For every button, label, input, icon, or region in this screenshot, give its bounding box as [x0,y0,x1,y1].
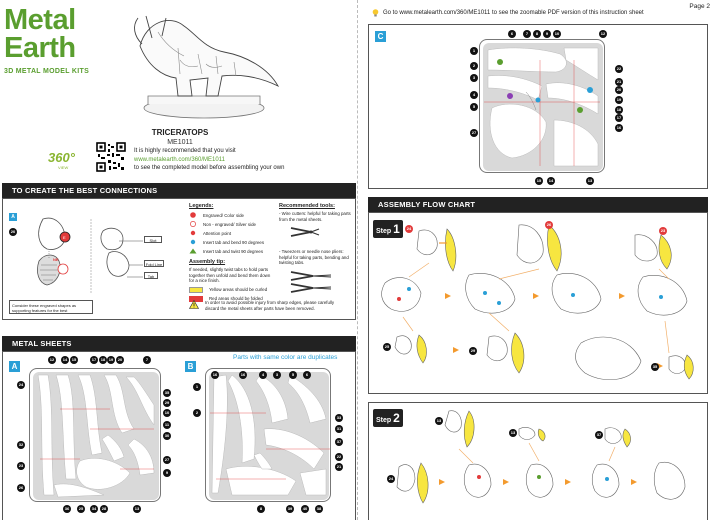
step-1-part-ref-0: 24 [406,226,412,231]
flow-arrow-icon [631,479,637,485]
visit-instructions [134,147,314,173]
step-1-panel [368,212,708,394]
step-2-panel [368,402,708,520]
sheet-a-part-right-1: 29 [164,400,170,405]
metal-sheets-header: METAL SHEETS [2,336,356,351]
step-2-label: Step 2 [373,409,403,427]
step-1-part-ref-3: 25 [384,344,390,349]
brand-tagline: 3D METAL MODEL KITS [4,68,90,75]
sheet-c-part-left-0: 1 [470,47,478,55]
engraved-note-box: Consider these engraved shapes as supporting features for the best [9,300,93,314]
page-number: Page 2 [689,3,710,10]
sheet-b-part-right-2: 37 [336,439,342,444]
duplicates-note: Parts with same color are duplicates [233,354,338,361]
page-1 [0,0,358,520]
step-2-flow-diagram [369,403,709,521]
step-1-part-ref-2: 23 [660,228,666,233]
sheet-b-part-top-1: 16 [240,372,246,377]
sheet-a-letter: A [9,361,20,372]
model-name: TRICERATOPS [151,128,209,137]
tool-wire-cutters: - Wire cutters: helpful for taking parts from the metal sheets. [279,211,351,222]
tools-block [279,203,353,299]
sheet-c-part-left-2: 3 [470,74,478,82]
metal-sheet-c [479,39,605,173]
attention-point-icon [189,230,197,236]
sheet-c-part-top-1: 7 [523,30,531,38]
non-engraved-ne-icon [189,221,197,227]
assembly-tip-title: Assembly tip: [189,259,226,265]
model-number: ME1011 [167,139,193,146]
sheet-c-part-top-2: 8 [533,30,541,38]
sheet-a-part-top-5: 19 [108,357,114,362]
flow-arrow-icon [445,293,451,299]
sheet-c-letter: C [375,31,386,42]
sheet-c-part-left-1: 2 [470,62,478,70]
sheet-b-part-left-1: 2 [193,409,201,417]
legend-yellow-curl: Yellow areas should be curled [189,287,269,293]
sheet-a-part-top-0: 12 [49,357,55,362]
sheet-c-part-right-0: 22 [616,66,622,71]
ne-marker-label: NE [53,257,59,262]
flow-arrow-icon [439,479,445,485]
assembly-tip-text: If needed, slightly twist tabs to hold parts together then unfold and bend them down for a nice finish. [189,267,271,283]
step-1-substep-c [635,235,671,269]
brand-logo [4,6,76,62]
flow-arrow-icon [619,293,625,299]
connections-panel [2,198,356,320]
sheet-c-part-bottom-1: 14 [548,178,554,183]
sheet-a-part-top-6: 20 [117,357,123,362]
sheet-b-part-bottom-1: 39 [287,506,293,511]
sheet-a-part-top-7: 7 [143,356,151,364]
wire-cutters-icon [289,224,333,240]
sheet-b-part-bottom-2: 40 [302,506,308,511]
needle-nose-pliers-icon [289,268,333,294]
visit-line-1: It is highly recommended that you visit [134,148,236,154]
warning-block [189,300,349,311]
warning-text: In order to avoid possible injury from sharp edges, please carefully discard the metal sheets after parts have been removed. [205,300,335,311]
visit-url-link[interactable]: www.metalearth.com/360/ME1011 [134,156,225,163]
sheet-c-parts [480,40,605,173]
sheet-c-part-right-1: 21 [616,79,622,84]
sheet-b-part-left-0: 1 [193,383,201,391]
sheet-b-part-bottom-0: 8 [257,505,265,513]
sheet-a-part-top-2: 15 [71,357,77,362]
legend-twist-90: Insert tab and twist 90 degrees [189,248,269,254]
sheet-a-part-left-1: 32 [18,442,24,447]
sheet-a-part-right-3: 11 [164,422,170,427]
view-360-badge: 360° [48,150,75,165]
legend-bend-90: Insert tab and bend 90 degrees [189,239,269,245]
legend-red-fold: Red areas should be folded [189,296,269,302]
sheet-c-part-left-4: 5 [470,103,478,111]
sheet-a-part-bottom-0: 36 [64,506,70,511]
yellow-swatch [189,287,203,293]
step-2-substep-a [445,411,474,447]
brand-name-line2: Earth [4,32,76,64]
sheet-c-panel [368,24,708,189]
sheet-a-part-bottom-2: 34 [91,506,97,511]
sheet-a-part-right-5: 27 [164,457,170,462]
step-1-substep-d [395,335,426,363]
legend-attention: Attention point [189,230,269,236]
sheet-b-part-top-5: 6 [303,371,311,379]
sheet-b-part-right-0: 33 [336,415,342,420]
legend-non-engraved: Non - engraved/ Silver side [189,221,269,227]
sheet-a-part-top-3: 17 [91,357,97,362]
slot-tab-diagram [89,213,169,299]
sheet-a-part-top-4: 18 [100,357,106,362]
sheet-a-parts [30,369,161,502]
step-1-substep-a [417,229,456,271]
sheet-c-part-right-5: 17 [616,115,622,120]
legends-title: Legends: [189,203,214,209]
triceratops-model-illustration [118,4,286,122]
sheet-c-part-top-3: 9 [543,30,551,38]
sheet-a-part-left-3: 26 [18,485,24,490]
legends-block [189,203,269,302]
sheet-a-part-bottom-1: 25 [78,506,84,511]
sheet-a-part-right-4: 30 [164,433,170,438]
step-1-part-ref-5: 35 [652,364,658,369]
step-1-substep-e [487,333,524,373]
step-1-part-ref-1: 26 [546,222,552,227]
zoom-pdf-text[interactable]: Go to www.metalearth.com/360/ME1011 to see the zoomable PDF version of this instruction sheet [383,10,644,16]
step-1-substep-b [517,225,561,271]
legend-engraved: Engraved/ Color side [189,212,269,218]
sheet-b-part-right-1: 31 [336,426,342,431]
lightbulb-icon [372,9,379,17]
flow-arrow-icon [533,293,539,299]
blue-dot-icon [189,239,197,245]
step-2-substep-b [519,427,545,441]
page-divider [357,0,358,520]
sheet-a-part-right-2: 10 [164,410,170,415]
tool-tweezers: - Tweezers or needle nose pliers: helpful for taking parts, bending and twisting tabs. [279,249,349,265]
visit-line-2: to see the completed model before assembling your own [134,165,285,171]
example-sheet-letter: A [9,213,17,221]
step-2-part-ref-0: 24 [388,476,394,481]
engraved-e-icon [189,212,197,218]
assembly-flow-header: ASSEMBLY FLOW CHART [368,197,708,212]
sheet-a-part-top-1: 14 [62,357,68,362]
step-2-part-ref-2: 13 [510,430,516,435]
sheet-c-part-bottom-0: 15 [536,178,542,183]
warning-icon [189,300,199,309]
sheet-c-part-top-0: 6 [508,30,516,38]
sheet-c-part-right-3: 19 [616,97,622,102]
sheet-a-part-left-0: 24 [18,382,24,387]
model-title-block [130,128,230,146]
sheet-c-part-top-5: 12 [600,31,606,36]
sheet-c-part-left-3: 4 [470,91,478,99]
sheet-c-part-left-5: 27 [471,130,477,135]
green-triangle-icon [189,248,197,254]
step-2-part-ref-3: 37 [596,432,602,437]
flow-arrow-icon [453,347,459,353]
sheet-b-part-right-3: 22 [336,454,342,459]
sheet-a-part-right-6: 9 [163,469,171,477]
sheet-a-part-bottom-4: 13 [134,506,140,511]
tab-label: Tab [144,272,158,279]
sheet-a-part-bottom-3: 28 [101,506,107,511]
sheet-c-part-top-4: 10 [554,31,560,36]
brand-name-line1: Metal [4,4,76,36]
metal-sheets-panel [2,351,356,520]
qr-code-icon[interactable] [96,142,126,172]
flow-arrow-icon [565,479,571,485]
flow-arrow-icon [503,479,509,485]
sheet-b-part-top-4: 5 [289,371,297,379]
sheet-b-letter: B [185,361,196,372]
metal-sheet-b [205,368,331,502]
svg-text:E: E [63,235,66,240]
example-part-number: 20 [10,229,16,234]
sheet-a-part-left-2: 23 [18,463,24,468]
sheet-c-part-right-6: 16 [616,125,622,130]
step-1-part-ref-4: 29 [470,348,476,353]
page-2 [360,0,716,520]
sheet-b-part-top-0: 16 [212,372,218,377]
slot-label: Slot [144,236,162,243]
sheet-c-part-right-4: 18 [616,107,622,112]
sheet-c-part-right-2: 20 [616,87,622,92]
sheet-b-parts [206,369,331,502]
step-1-label: Step 1 [373,220,403,238]
tools-title: Recommended tools: [279,203,335,209]
sheet-c-part-bottom-2: 13 [587,178,593,183]
engraved-part-illustration [25,213,85,291]
connections-header: TO CREATE THE BEST CONNECTIONS [2,183,356,198]
sheet-b-part-bottom-3: 38 [316,506,322,511]
sheet-b-part-top-2: 4 [259,371,267,379]
sheet-a-part-right-0: 35 [164,390,170,395]
metal-sheet-a [29,368,161,502]
step-2-substep-c [605,428,631,447]
zoom-pdf-notice [372,9,644,17]
view-360-badge-sub: VIEW [58,165,69,170]
step-2-part-ref-1: 13 [436,418,442,423]
fold-line-label: Fold Line [145,262,163,267]
sheet-b-part-top-3: 3 [273,371,281,379]
sheet-b-part-right-4: 21 [336,464,342,469]
step-1-result [575,337,693,380]
